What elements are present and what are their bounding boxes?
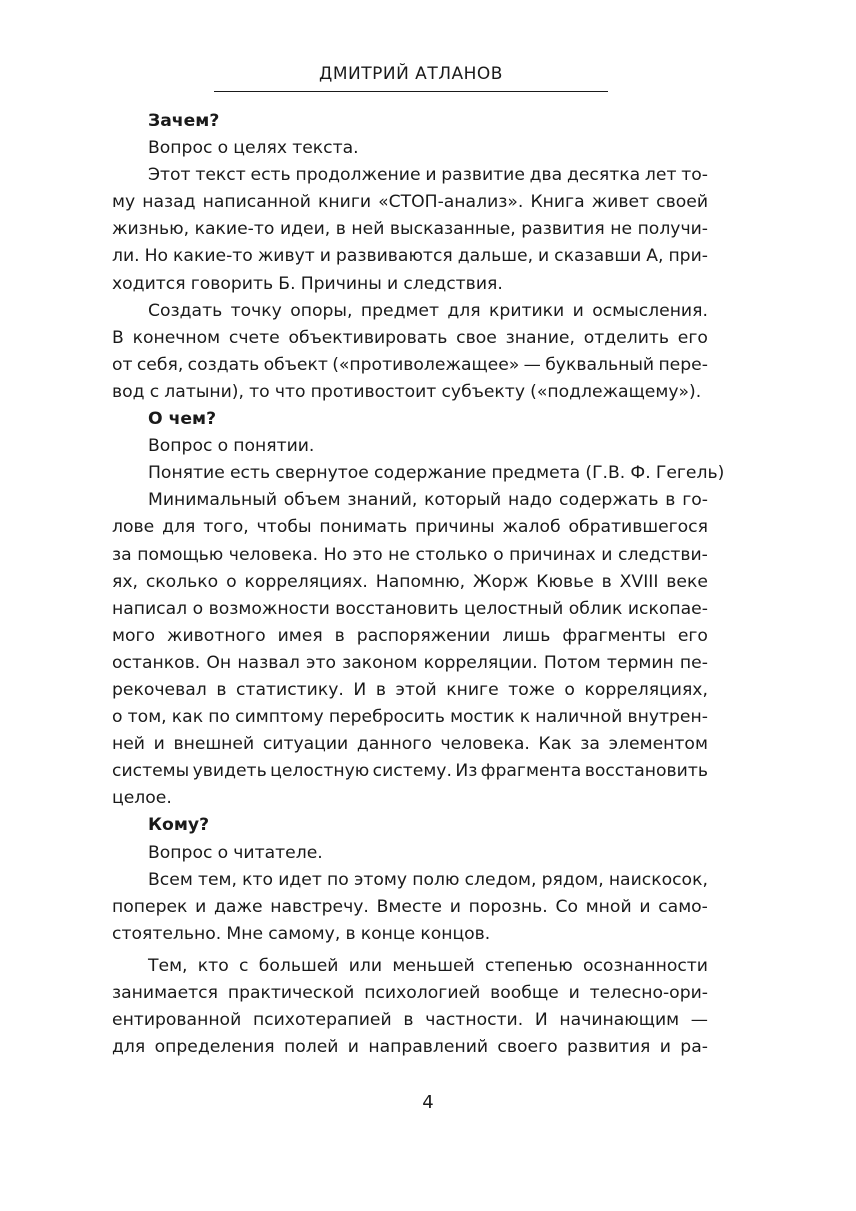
paragraph-line: рекочевал в статистику. И в этой книге тоже о корреляциях, xyxy=(112,679,708,700)
section-heading: О чем? xyxy=(148,409,217,430)
paragraph-line: мого животного имея в распоряжении лишь фрагменты его xyxy=(112,625,708,646)
paragraph-line: Этот текст есть продолжение и развитие два десятка лет то- xyxy=(148,165,708,186)
paragraph-line: ли. Но какие-то живут и развиваются дальше, и сказавши А, при- xyxy=(112,246,708,267)
section-heading: Зачем? xyxy=(148,111,220,131)
paragraph-line: му назад написанной книги «СТОП-анализ». Книга живет своей xyxy=(112,192,708,213)
paragraph-line: для определения полей и направлений своего развития и ра- xyxy=(112,1037,708,1058)
paragraph-line: Вопрос о читателе. xyxy=(148,842,323,863)
paragraph-line: написал о возможности восстановить целостный облик ископае- xyxy=(112,598,708,619)
paragraph-line: Вопрос о целях текста. xyxy=(148,138,359,159)
paragraph-line: Создать точку опоры, предмет для критики и осмысления. xyxy=(148,300,708,321)
paragraph-line: о том, как по симптому перебросить мостик к наличной внутрен- xyxy=(112,707,708,728)
paragraph-line: Понятие есть свернутое содержание предмета (Г.В. Ф. Гегель) xyxy=(148,463,725,484)
paragraph-line: лове для того, чтобы понимать причины жалоб обратившегося xyxy=(112,517,708,538)
paragraph-line: жизнью, какие-то идеи, в ней высказанные, развития не получи- xyxy=(112,219,708,240)
section-heading: Кому? xyxy=(148,815,210,836)
paragraph-line: системы увидеть целостную систему. Из фрагмента восстановить xyxy=(112,761,708,782)
paragraph-line: останков. Он назвал это законом корреляции. Потом термин пе- xyxy=(112,652,708,673)
paragraph-line: целое. xyxy=(112,788,172,809)
paragraph-line: ях, сколько о корреляциях. Напомню, Жорж Кювье в XVIII веке xyxy=(112,571,708,592)
paragraph-line: ходится говорить Б. Причины и следствия. xyxy=(112,273,503,294)
paragraph-line: поперек и даже навстречу. Вместе и порознь. Со мной и само- xyxy=(112,896,708,917)
header-rule xyxy=(214,91,608,92)
paragraph-line: занимается практической психологией вообще и телесно-ори- xyxy=(112,983,708,1003)
body-text xyxy=(112,108,725,1061)
page-number: 4 xyxy=(422,1092,434,1113)
paragraph-line: ентированной психотерапией в частности. И начинающим — xyxy=(112,1010,708,1031)
paragraph-line: за помощью человека. Но это не столько о причинах и следстви- xyxy=(112,544,708,565)
paragraph-line: Всем тем, кто идет по этому полю следом, рядом, наискосок, xyxy=(148,869,708,890)
paragraph-line: от себя, создать объект («противолежащее» — буквальный пере- xyxy=(112,354,708,375)
paragraph-line: Тем, кто с большей или меньшей степенью осознанности xyxy=(148,955,708,976)
paragraph-line: В конечном счете объективировать свое знание, отделить его xyxy=(112,327,708,348)
paragraph-line: вод с латыни), то что противостоит субъекту («подлежащему»). xyxy=(112,381,702,402)
paragraph-line: ней и внешней ситуации данного человека. Как за элементом xyxy=(112,734,708,755)
paragraph-line: Минимальный объем знаний, который надо содержать в го- xyxy=(148,490,708,511)
paragraph-line: стоятельно. Мне самому, в конце концов. xyxy=(112,923,491,944)
paragraph-line: Вопрос о понятии. xyxy=(148,436,315,457)
running-head: ДМИТРИЙ АТЛАНОВ xyxy=(319,64,503,84)
